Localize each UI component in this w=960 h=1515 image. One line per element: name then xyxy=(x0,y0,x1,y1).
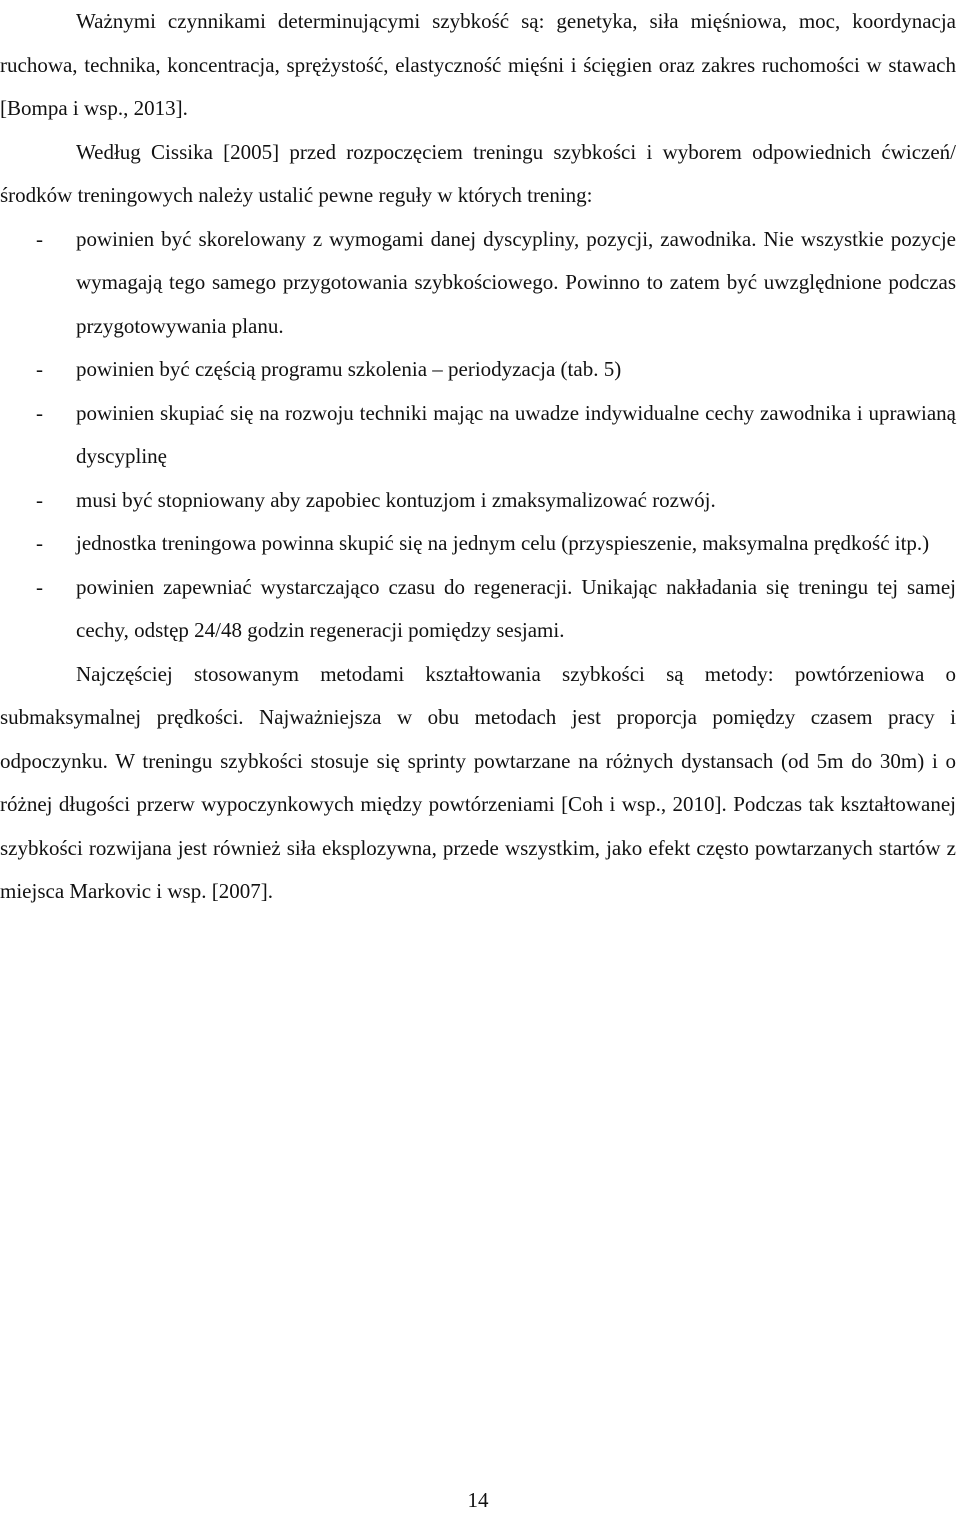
list-item xyxy=(0,218,956,349)
list-dash: - xyxy=(36,487,43,512)
list-item xyxy=(0,566,956,653)
list-item-text: powinien być częścią programu szkolenia – periodyzacja (tab. 5) xyxy=(76,357,622,381)
list-dash: - xyxy=(36,357,43,381)
list-dash: - xyxy=(36,531,43,555)
list-item xyxy=(0,479,956,523)
list-dash: - xyxy=(36,400,43,425)
list-item-text: powinien skupiać się na rozwoju techniki mając na uwadze indywidualne cechy zawodnika i uprawianą dyscyplinę xyxy=(76,400,956,468)
list-item xyxy=(0,522,956,566)
list-item-text: powinien zapewniać wystarczająco czasu do regeneracji. Unikając nakładania się treningu tej samej cechy, odstęp 24/48 godzin regeneracji pomiędzy sesjami. xyxy=(76,574,956,642)
list-dash: - xyxy=(36,574,43,599)
list-item-text: musi być stopniowany aby zapobiec kontuzjom i zmaksymalizować rozwój. xyxy=(76,487,716,512)
list-dash: - xyxy=(36,226,43,251)
paragraph-speed-factors: Ważnymi czynnikami determinującymi szybkość są: genetyka, siła mięśniowa, moc, koordynacja ruchowa, technika, koncentracja, sprężystość, elastyczność mięśni i ścięgien oraz zakres ruchomości w stawach [Bompa i wsp., 2013]. xyxy=(0,9,956,120)
list-item xyxy=(0,348,956,392)
list-item-text: jednostka treningowa powinna skupić się na jednym celu (przyspieszenie, maksymalna prędkość itp.) xyxy=(76,531,930,555)
page-number: 14 xyxy=(467,1488,489,1512)
training-rules-list xyxy=(0,218,956,653)
list-item xyxy=(0,392,956,479)
list-item-text: powinien być skorelowany z wymogami danej dyscypliny, pozycji, zawodnika. Nie wszystkie pozycje wymagają tego samego przygotowania szybkościowego. Powinno to zatem być uwzględnione podczas przygotowywania planu. xyxy=(76,226,956,338)
paragraph-cissik-rules: Według Cissika [2005] przed rozpoczęciem treningu szybkości i wyborem odpowiednich ćwiczeń/środków treningowych należy ustalić pewne reguły w których trening: xyxy=(0,139,956,207)
paragraph-methods: Najczęściej stosowanym metodami kształtowania szybkości są metody: powtórzeniowa o submaksymalnej prędkości. Najważniejsza w obu metodach jest proporcja pomiędzy czasem pracy i odpoczynku. W treningu szybkości stosuje się sprinty powtarzane na różnych dystansach (od 5m do 30m) i o różnej długości przerw wypoczynkowych między powtórzeniami [Coh i wsp., 2010]. Podczas tak kształtowanej szybkości rozwijana jest również siła eksplozywna, przede wszystkim, jako efekt często powtarzanych startów z miejsca Markovic i wsp. [2007]. xyxy=(0,661,956,903)
